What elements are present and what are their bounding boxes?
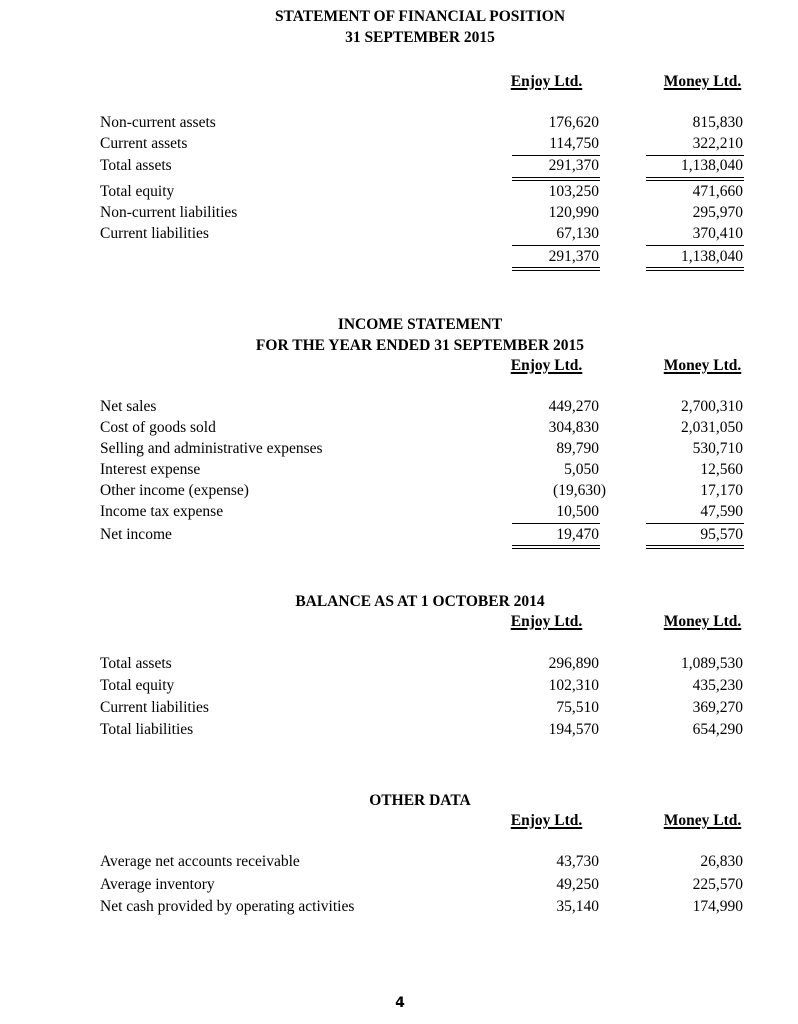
balance-col-enjoy-header: Enjoy Ltd. — [510, 613, 583, 630]
row-enjoy-value: 67,130 — [556, 225, 599, 242]
row-label: Current liabilities — [100, 225, 209, 242]
sfp-col-money-header: Money Ltd. — [663, 73, 742, 90]
balance-col-money-header: Money Ltd. — [663, 613, 742, 630]
row-enjoy-value: 194,570 — [548, 721, 599, 738]
row-enjoy-value: 89,790 — [556, 440, 599, 457]
row-enjoy-value: 449,270 — [548, 398, 599, 415]
other-col-enjoy-header: Enjoy Ltd. — [510, 812, 583, 829]
row-enjoy-value: 102,310 — [548, 677, 599, 694]
underline-rule — [512, 523, 600, 524]
row-label: Non-current assets — [100, 114, 216, 131]
row-label: Other income (expense) — [100, 482, 249, 499]
row-label: Income tax expense — [100, 503, 224, 520]
row-label: Total assets — [100, 157, 172, 174]
row-money-value: 17,170 — [700, 482, 743, 499]
underline-rule — [646, 155, 744, 156]
row-label: Cost of goods sold — [100, 419, 216, 436]
row-money-value: 174,990 — [692, 898, 743, 915]
row-money-value: 225,570 — [692, 876, 743, 893]
row-enjoy-value: 10,500 — [556, 503, 599, 520]
underline-rule — [646, 245, 744, 246]
underline-rule — [512, 155, 600, 156]
row-money-value: 26,830 — [700, 853, 743, 870]
row-money-value: 530,710 — [692, 440, 743, 457]
row-money-value: 370,410 — [692, 225, 743, 242]
row-enjoy-value: 176,620 — [548, 114, 599, 131]
income-col-enjoy-header: Enjoy Ltd. — [510, 357, 583, 374]
row-label: Average net accounts receivable — [100, 853, 300, 870]
double-underline-rule — [646, 267, 744, 271]
row-enjoy-total: 291,370 — [548, 248, 599, 265]
row-label: Net sales — [100, 398, 157, 415]
row-money-total: 1,138,040 — [681, 248, 743, 265]
double-underline-rule — [512, 267, 600, 271]
income-col-money-header: Money Ltd. — [663, 357, 742, 374]
row-label: Non-current liabilities — [100, 204, 238, 221]
row-money-value: 95,570 — [700, 526, 743, 543]
income-subtitle: FOR THE YEAR ENDED 31 SEPTEMBER 2015 — [255, 337, 585, 354]
page-number: 4 — [395, 995, 405, 1011]
other-title: OTHER DATA — [369, 792, 471, 809]
row-money-value: 12,560 — [700, 461, 743, 478]
row-money-value: 322,210 — [692, 135, 743, 152]
sfp-date: 31 SEPTEMBER 2015 — [345, 29, 495, 46]
row-enjoy-value: 120,990 — [548, 204, 599, 221]
row-enjoy-value: 114,750 — [549, 135, 599, 152]
row-label: Total equity — [100, 677, 175, 694]
row-label: Current liabilities — [100, 699, 209, 716]
row-enjoy-value: (19,630) — [553, 482, 606, 499]
row-money-value: 654,290 — [692, 721, 743, 738]
row-label: Total equity — [100, 183, 175, 200]
row-enjoy-value: 19,470 — [556, 526, 599, 543]
row-enjoy-value: 43,730 — [556, 853, 599, 870]
double-underline-rule — [512, 177, 600, 181]
sfp-title: STATEMENT OF FINANCIAL POSITION — [274, 8, 566, 25]
balance-title: BALANCE AS AT 1 OCTOBER 2014 — [295, 593, 545, 610]
row-money-value: 295,970 — [692, 204, 743, 221]
row-label: Total liabilities — [100, 721, 194, 738]
underline-rule — [512, 245, 600, 246]
underline-rule — [646, 523, 744, 524]
row-enjoy-value: 35,140 — [556, 898, 599, 915]
row-money-value: 815,830 — [692, 114, 743, 131]
row-label: Net cash provided by operating activities — [100, 898, 355, 915]
row-label: Selling and administrative expenses — [100, 440, 323, 457]
double-underline-rule — [512, 545, 600, 549]
row-enjoy-value: 304,830 — [548, 419, 599, 436]
sfp-col-enjoy-header: Enjoy Ltd. — [510, 73, 583, 90]
row-money-value: 1,089,530 — [681, 655, 743, 672]
double-underline-rule — [646, 545, 744, 549]
row-label: Current assets — [100, 135, 188, 152]
row-enjoy-value: 75,510 — [556, 699, 599, 716]
row-label: Average inventory — [100, 876, 215, 893]
row-money-value: 47,590 — [700, 503, 743, 520]
row-money-value: 471,660 — [692, 183, 743, 200]
row-money-value: 2,031,050 — [681, 419, 743, 436]
row-money-value: 435,230 — [692, 677, 743, 694]
row-enjoy-value: 296,890 — [548, 655, 599, 672]
row-enjoy-value: 103,250 — [548, 183, 599, 200]
row-label: Total assets — [100, 655, 172, 672]
row-money-value: 369,270 — [692, 699, 743, 716]
row-enjoy-value: 49,250 — [556, 876, 599, 893]
row-money-value: 2,700,310 — [681, 398, 743, 415]
row-enjoy-value: 291,370 — [548, 157, 599, 174]
row-label: Interest expense — [100, 461, 201, 478]
double-underline-rule — [646, 177, 744, 181]
income-title: INCOME STATEMENT — [337, 316, 503, 333]
row-money-value: 1,138,040 — [681, 157, 743, 174]
other-col-money-header: Money Ltd. — [663, 812, 742, 829]
row-enjoy-value: 5,050 — [564, 461, 599, 478]
row-label: Net income — [100, 526, 172, 543]
